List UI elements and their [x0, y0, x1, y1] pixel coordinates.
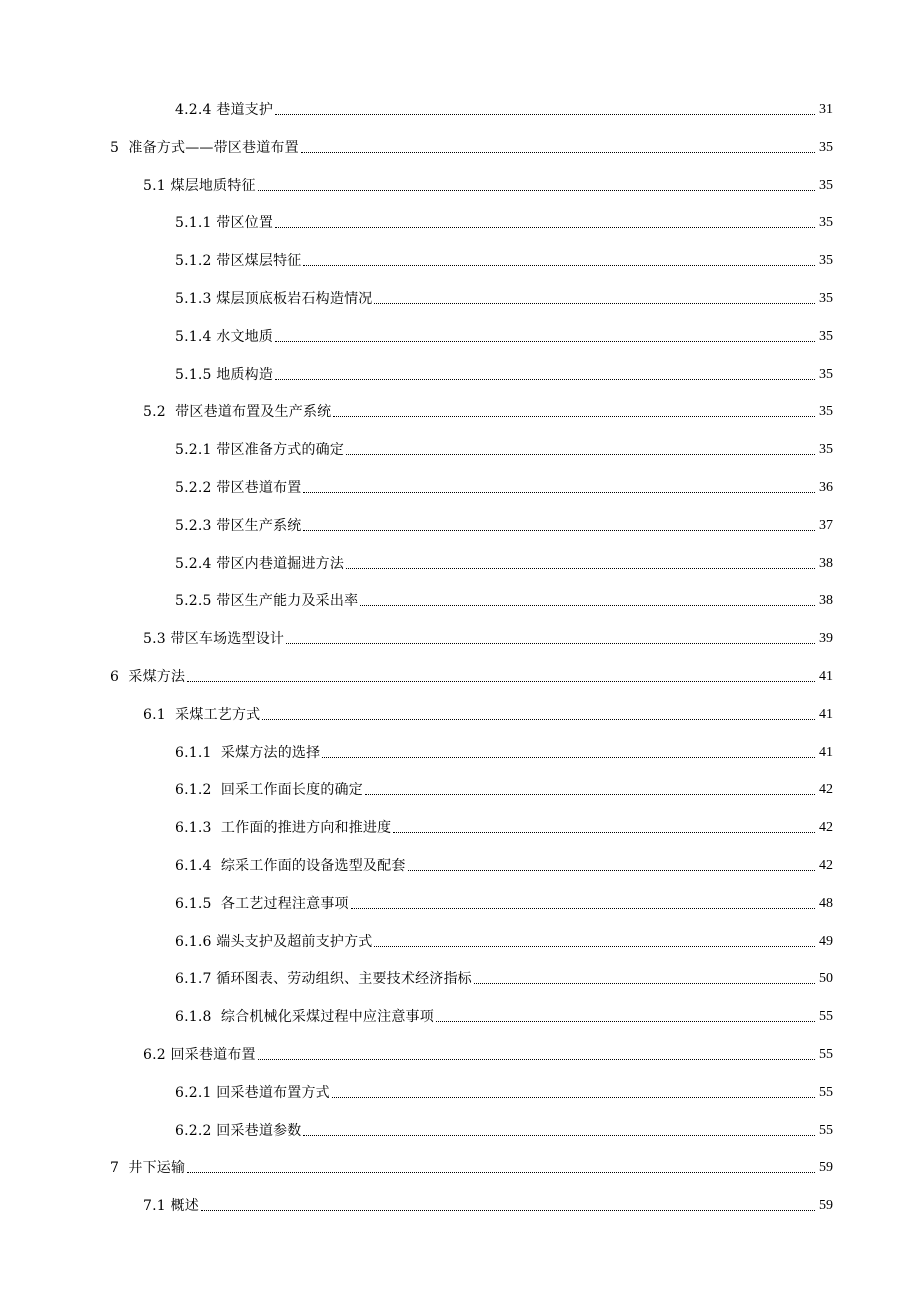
toc-page-number: 50	[819, 971, 833, 987]
toc-entry[interactable]	[0, 769, 920, 807]
toc-entry-line	[143, 626, 833, 648]
toc-entry[interactable]	[0, 391, 920, 429]
toc-entry-line	[175, 815, 833, 837]
toc-page-number: 41	[819, 744, 833, 760]
toc-dot-leader	[258, 190, 815, 191]
toc-entry-line	[175, 1080, 833, 1102]
toc-page-number: 42	[819, 820, 833, 836]
toc-entry[interactable]	[0, 1185, 920, 1223]
toc-dot-leader	[187, 1172, 815, 1173]
toc-entry[interactable]	[0, 505, 920, 543]
toc-entry-title: 6 采煤方法	[110, 668, 186, 685]
toc-entry[interactable]	[0, 694, 920, 732]
toc-entry[interactable]	[0, 1110, 920, 1148]
toc-dot-leader	[262, 719, 815, 720]
toc-entry-title: 5.2.3 带区生产系统	[175, 517, 302, 534]
toc-page-number: 48	[819, 895, 833, 911]
toc-page-number: 35	[819, 139, 833, 155]
toc-entry-title: 4.2.4 巷道支护	[175, 102, 274, 118]
toc-page-number: 35	[819, 290, 833, 306]
toc-entry-title: 5.1.2 带区煤层特征	[175, 253, 302, 270]
toc-entry-title: 5.1.3 煤层顶底板岩石构造情况	[175, 290, 373, 307]
toc-entry-line	[175, 891, 833, 913]
toc-page-number: 41	[819, 706, 833, 722]
toc-entry[interactable]	[0, 1072, 920, 1110]
toc-entry-line	[175, 475, 833, 497]
toc-entry[interactable]	[0, 618, 920, 656]
toc-entry-line	[110, 1155, 833, 1177]
toc-entry-line	[175, 97, 833, 119]
toc-page-number: 55	[819, 1084, 833, 1100]
toc-entry-title: 6.1.2 回采工作面长度的确定	[175, 782, 363, 799]
toc-entry[interactable]	[0, 921, 920, 959]
toc-dot-leader	[374, 303, 815, 304]
toc-entry[interactable]	[0, 656, 920, 694]
toc-entry-title: 7 井下运输	[110, 1160, 186, 1177]
toc-entry[interactable]	[0, 316, 920, 354]
toc-dot-leader	[258, 1059, 815, 1060]
toc-page-number: 41	[819, 668, 833, 684]
toc-page-number: 59	[819, 1198, 833, 1214]
toc-page-number: 55	[819, 1122, 833, 1138]
toc-entry-title: 6.1 采煤工艺方式	[143, 706, 261, 723]
toc-entry[interactable]	[0, 807, 920, 845]
toc-entry-title: 5.2.2 带区巷道布置	[175, 479, 302, 496]
toc-entry[interactable]	[0, 354, 920, 392]
toc-entry-title: 5.1 煤层地质特征	[143, 177, 256, 194]
toc-page-number: 39	[819, 631, 833, 647]
toc-entry-title: 6.1.3 工作面的推进方向和推进度	[175, 820, 392, 837]
toc-entry[interactable]	[0, 958, 920, 996]
toc-entry[interactable]	[0, 996, 920, 1034]
toc-entry-line	[175, 324, 833, 346]
toc-entry-line	[175, 966, 833, 988]
toc-entry-line	[110, 135, 833, 157]
toc-entry-title: 5.2 带区巷道布置及生产系统	[143, 404, 332, 421]
toc-entry-line	[175, 551, 833, 573]
toc-dot-leader	[322, 757, 815, 758]
toc-page-number: 35	[819, 177, 833, 193]
toc-page-number: 59	[819, 1160, 833, 1176]
toc-dot-leader	[374, 946, 815, 947]
toc-dot-leader	[332, 1097, 815, 1098]
toc-entry-line	[143, 702, 833, 724]
toc-page-number: 35	[819, 253, 833, 269]
toc-entry-line	[143, 1042, 833, 1064]
toc-entry-line	[110, 664, 833, 686]
toc-entry[interactable]	[0, 278, 920, 316]
toc-dot-leader	[275, 379, 815, 380]
toc-entry-title: 5 准备方式——带区巷道布置	[110, 139, 299, 156]
toc-dot-leader	[301, 152, 815, 153]
toc-dot-leader	[275, 227, 815, 228]
toc-page-number: 38	[819, 593, 833, 609]
toc-entry-line	[143, 1193, 833, 1215]
toc-entry-line	[175, 853, 833, 875]
toc-entry-title: 6.1.5 各工艺过程注意事项	[175, 895, 349, 912]
toc-entry-line	[175, 513, 833, 535]
toc-page-number: 35	[819, 366, 833, 382]
toc-dot-leader	[365, 794, 815, 795]
toc-entry-line	[143, 399, 833, 421]
toc-entry-title: 7.1 概述	[143, 1198, 199, 1215]
toc-dot-leader	[474, 983, 815, 984]
toc-page-number: 36	[819, 479, 833, 495]
toc-page-number: 38	[819, 555, 833, 571]
toc-entry-title: 5.1.4 水文地质	[175, 328, 274, 345]
toc-entry[interactable]	[0, 127, 920, 165]
toc-entry[interactable]	[0, 429, 920, 467]
toc-entry[interactable]	[0, 883, 920, 921]
toc-entry-line	[143, 173, 833, 195]
toc-dot-leader	[393, 832, 815, 833]
toc-entry-title: 6.2.1 回采巷道布置方式	[175, 1084, 330, 1101]
toc-entry-title: 6.1.6 端头支护及超前支护方式	[175, 933, 373, 950]
toc-dot-leader	[275, 114, 815, 115]
toc-dot-leader	[333, 416, 815, 417]
toc-entry-line	[175, 286, 833, 308]
toc-entry-title: 5.2.4 带区内巷道掘进方法	[175, 555, 345, 572]
toc-dot-leader	[303, 265, 815, 266]
toc-entry-title: 5.1.5 地质构造	[175, 366, 274, 383]
toc-entry[interactable]	[0, 1147, 920, 1185]
toc-entry[interactable]	[0, 732, 920, 770]
toc-entry-title: 6.1.4 综采工作面的设备选型及配套	[175, 857, 406, 874]
toc-entry-title: 6.1.1 采煤方法的选择	[175, 744, 321, 761]
toc-page-number: 49	[819, 933, 833, 949]
toc-page-number: 42	[819, 857, 833, 873]
toc-entry[interactable]	[0, 845, 920, 883]
toc-entry-line	[175, 248, 833, 270]
toc-entry-line	[175, 929, 833, 951]
toc-entry-title: 5.1.1 带区位置	[175, 215, 274, 232]
toc-entry-title: 6.2 回采巷道布置	[143, 1046, 256, 1063]
toc-entry[interactable]	[0, 1034, 920, 1072]
toc-dot-leader	[360, 605, 815, 606]
toc-entry-line	[175, 362, 833, 384]
toc-page-number: 55	[819, 1009, 833, 1025]
toc-entry-line	[175, 588, 833, 610]
toc-page-number: 37	[819, 517, 833, 533]
toc-dot-leader	[351, 908, 815, 909]
table-of-contents	[0, 89, 920, 1223]
toc-entry[interactable]	[0, 165, 920, 203]
toc-entry-title: 5.2.1 带区准备方式的确定	[175, 442, 345, 459]
toc-entry-title: 6.2.2 回采巷道参数	[175, 1122, 302, 1139]
toc-dot-leader	[275, 341, 815, 342]
toc-entry-line	[175, 1004, 833, 1026]
toc-page-number: 35	[819, 442, 833, 458]
toc-page-number: 42	[819, 782, 833, 798]
toc-entry[interactable]	[0, 580, 920, 618]
toc-dot-leader	[303, 530, 815, 531]
toc-page-number: 31	[819, 102, 833, 117]
toc-entry-line	[175, 777, 833, 799]
toc-page-number: 35	[819, 215, 833, 231]
toc-page-number: 35	[819, 404, 833, 420]
toc-entry-title: 5.3 带区车场选型设计	[143, 631, 285, 648]
toc-entry[interactable]	[0, 467, 920, 505]
toc-entry[interactable]	[0, 240, 920, 278]
toc-dot-leader	[303, 1135, 815, 1136]
toc-dot-leader	[346, 454, 815, 455]
toc-entry[interactable]	[0, 543, 920, 581]
toc-dot-leader	[286, 643, 815, 644]
toc-entry-line	[175, 437, 833, 459]
toc-dot-leader	[201, 1210, 815, 1211]
toc-dot-leader	[408, 870, 815, 871]
toc-page-number: 35	[819, 328, 833, 344]
toc-page-number: 55	[819, 1046, 833, 1062]
toc-entry-title: 6.1.8 综合机械化采煤过程中应注意事项	[175, 1009, 434, 1026]
toc-entry-line	[175, 1118, 833, 1140]
toc-dot-leader	[187, 681, 815, 682]
toc-entry[interactable]	[0, 202, 920, 240]
toc-entry-title: 6.1.7 循环图表、劳动组织、主要技术经济指标	[175, 971, 472, 988]
toc-dot-leader	[436, 1021, 815, 1022]
toc-entry[interactable]	[0, 89, 920, 127]
toc-entry-line	[175, 740, 833, 762]
toc-dot-leader	[346, 568, 815, 569]
toc-entry-line	[175, 210, 833, 232]
toc-dot-leader	[303, 492, 815, 493]
toc-entry-title: 5.2.5 带区生产能力及采出率	[175, 593, 359, 610]
